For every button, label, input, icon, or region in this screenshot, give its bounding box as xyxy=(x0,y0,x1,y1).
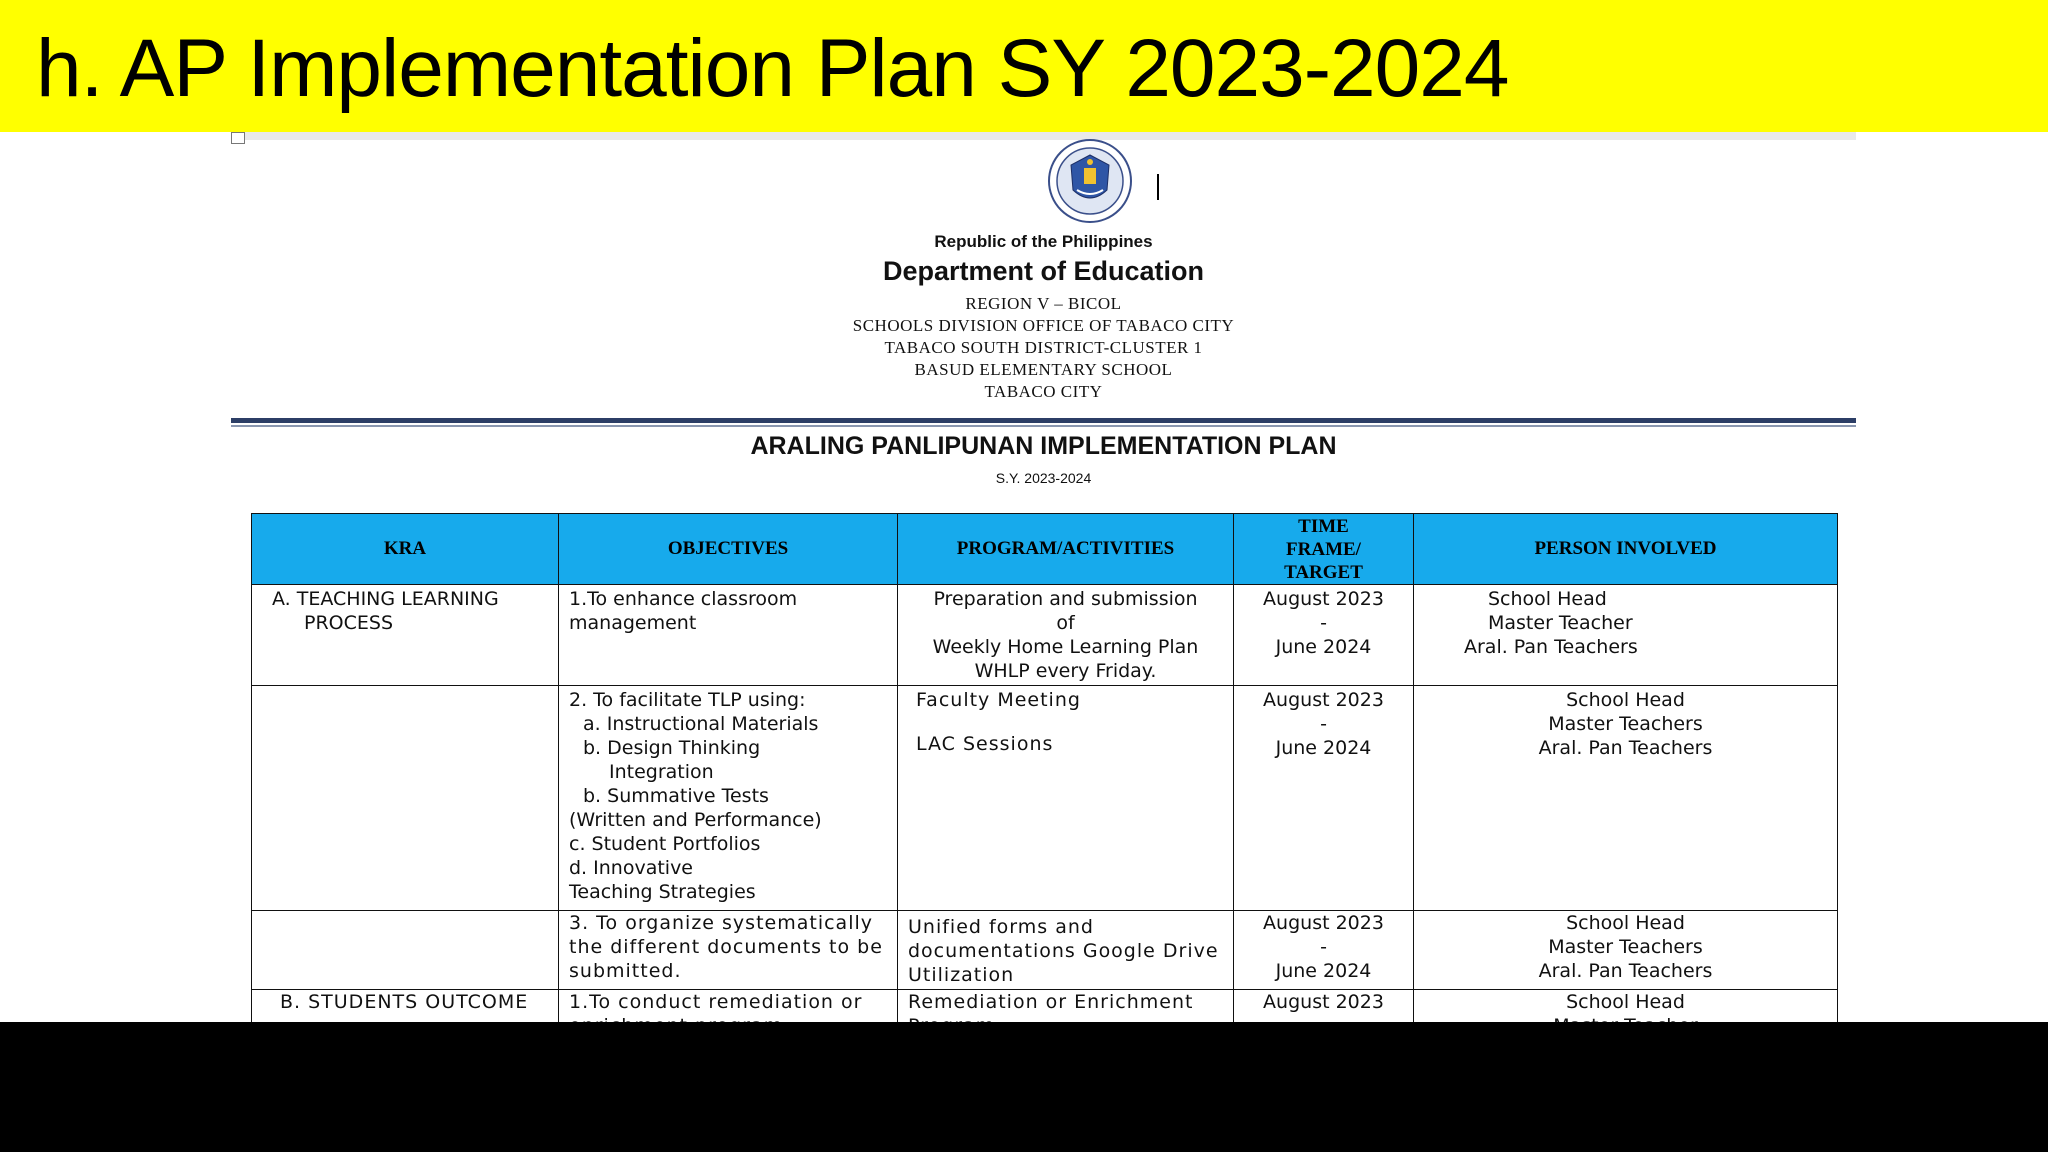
header-program: PROGRAM/ACTIVITIES xyxy=(898,514,1234,585)
document-page xyxy=(231,132,1856,1124)
header-person: PERSON INVOLVED xyxy=(1414,514,1838,585)
program-cell: Faculty Meeting LAC Sessions xyxy=(898,686,1234,911)
deped-seal-icon xyxy=(1047,138,1133,224)
district-line: TABACO SOUTH DISTRICT-CLUSTER 1 xyxy=(884,338,1203,357)
title-banner xyxy=(0,0,2048,132)
plan-title: ARALING PANLIPUNAN IMPLEMENTATION PLAN xyxy=(750,432,1337,460)
time-cell: August 2023 - June 2024 xyxy=(1234,585,1414,686)
table-header-row xyxy=(252,514,1838,585)
program-cell: Unified forms and documentations Google Drive Utilization xyxy=(898,911,1234,990)
city-line: TABACO CITY xyxy=(984,382,1103,401)
region-line: REGION V – BICOL xyxy=(965,294,1122,313)
kra-cell: A. TEACHING LEARNING PROCESS xyxy=(252,585,559,686)
time-cell: August 2023 - June 2024 xyxy=(1234,686,1414,911)
person-cell: School Head xyxy=(1414,990,1838,1125)
time-cell: August 2023 - June 2024 xyxy=(1234,911,1414,990)
slide-title: h. AP Implementation Plan SY 2023-2024 xyxy=(36,23,1509,114)
objectives-cell: 3. To organize systematically the different documents to be submitted. xyxy=(559,911,898,990)
kra-cell xyxy=(252,911,559,990)
program-cell: Preparation and submission of Weekly Home Learning Plan WHLP every Friday. xyxy=(898,585,1234,686)
division-line: SCHOOLS DIVISION OFFICE OF TABACO CITY xyxy=(852,316,1235,335)
kra-cell: B. STUDENTS OUTCOME xyxy=(252,990,559,1125)
table-handle-icon[interactable] xyxy=(231,132,245,144)
objectives-cell: 2. To facilitate TLP using: a. Instructional Materials b. Design Thinking Integration b. Summative Tests (Written and Performance) c. Student Portfolios d. Innovative Teaching Strategies xyxy=(559,686,898,911)
header-objectives: OBJECTIVES xyxy=(559,514,898,585)
school-year: S.Y. 2023-2024 xyxy=(995,470,1092,486)
page-top-edge xyxy=(231,132,1856,140)
table-row xyxy=(252,686,1838,911)
text-cursor xyxy=(1157,174,1159,200)
header-kra: KRA xyxy=(252,514,559,585)
header-time-frame: TIME FRAME/ TARGET xyxy=(1234,514,1414,585)
school-line: BASUD ELEMENTARY SCHOOL xyxy=(914,360,1173,379)
table-row xyxy=(252,585,1838,686)
bottom-black-band xyxy=(0,1022,2048,1152)
republic-line: Republic of the Philippines xyxy=(934,232,1153,251)
time-cell: August 2023 xyxy=(1234,990,1414,1125)
person-cell: School Head Master Teachers Aral. Pan Teachers xyxy=(1414,911,1838,990)
header-divider-thin xyxy=(231,425,1856,427)
person-cell: School Head Master Teachers Aral. Pan Teachers xyxy=(1414,686,1838,911)
header-divider xyxy=(231,418,1856,423)
objectives-cell: 1.To enhance classroom management xyxy=(559,585,898,686)
objectives-cell: 1.To conduct remediation or xyxy=(559,990,898,1125)
person-cell: School Head Master Teacher Aral. Pan Teachers xyxy=(1414,585,1838,686)
table-row xyxy=(252,911,1838,990)
program-cell: Remediation or Enrichment xyxy=(898,990,1234,1125)
department-name: Department of Education xyxy=(882,256,1205,286)
kra-cell xyxy=(252,686,559,911)
